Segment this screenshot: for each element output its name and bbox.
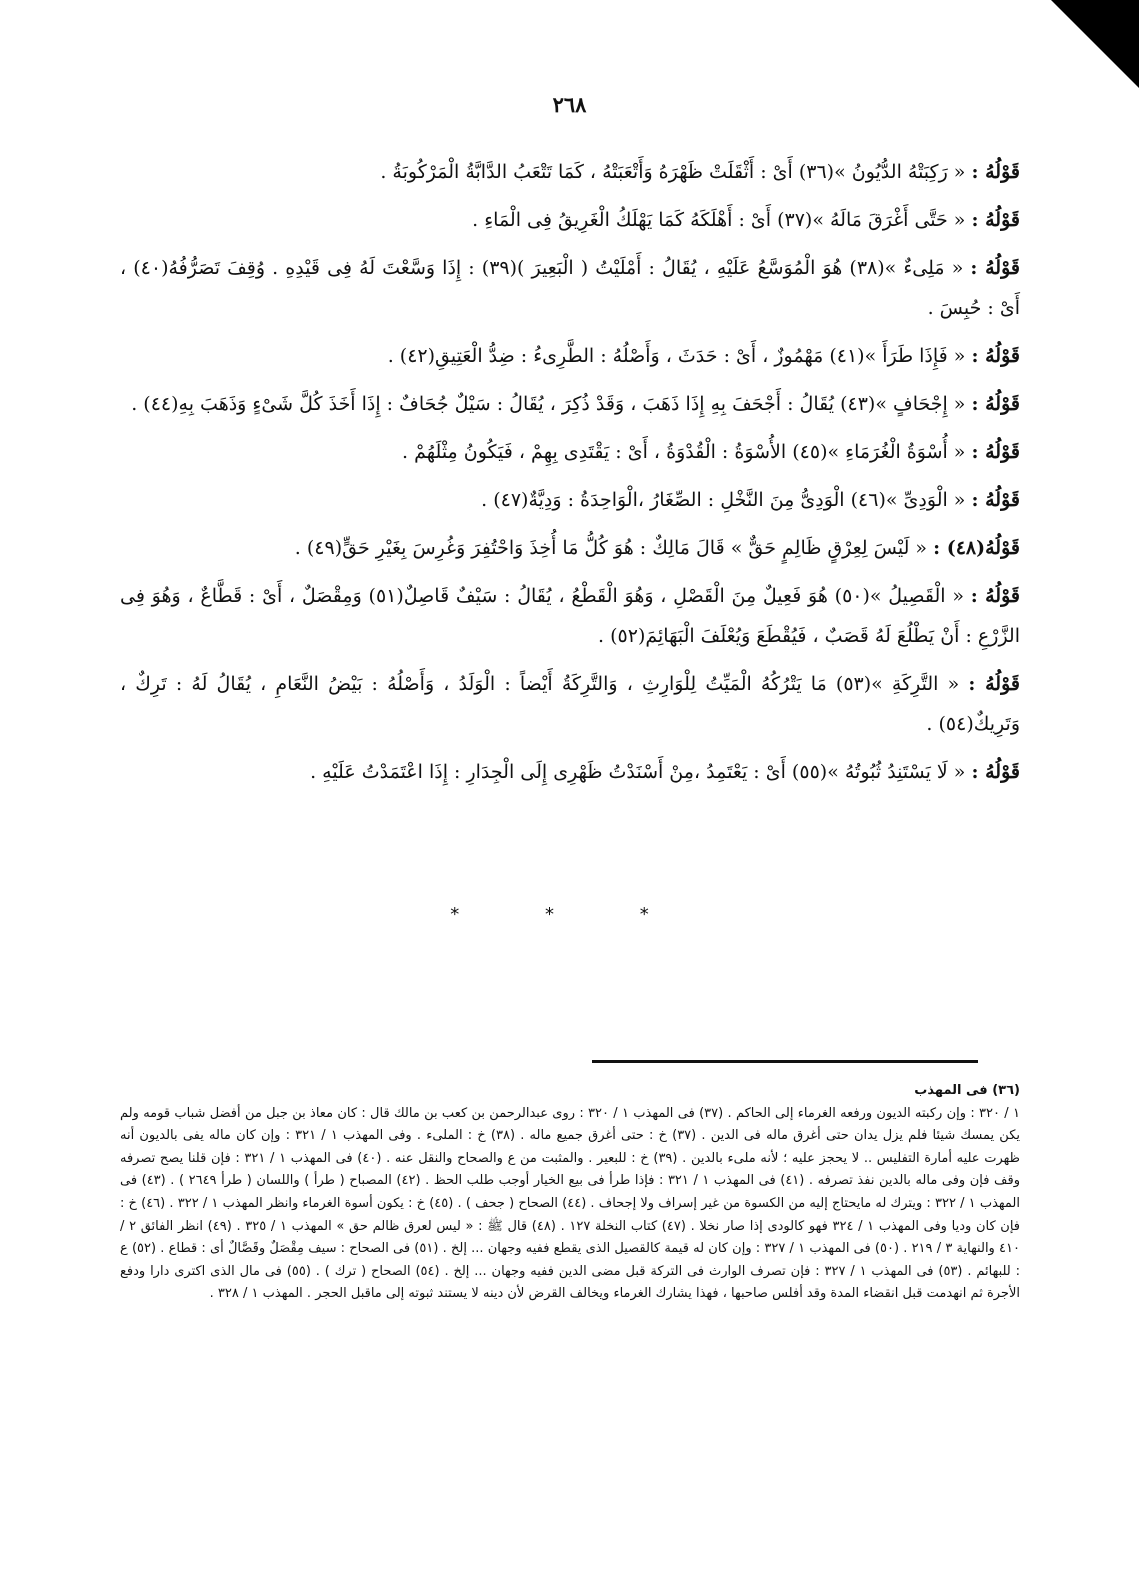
entry-paragraph bbox=[120, 576, 1020, 656]
entry-paragraph bbox=[120, 248, 1020, 328]
entry-text: « الْوَدِىِّ »(٤٦) الْوَدِىُّ مِنَ النَّخْلِ : الصِّغَارُ ،الْوَاحِدَةُ : وَدِيَّةٌ(٤٧) . bbox=[481, 489, 966, 511]
entry-keyword: قَوْلُهُ : bbox=[971, 345, 1020, 367]
entry-paragraph bbox=[120, 200, 1020, 240]
entry-text: « لَيْسَ لِعِرْقٍ ظَالِمٍ حَقٌّ » قَالَ مَالِكٌ : هُوَ كُلُّ مَا أُخِذَ وَاحْتُفِرَ وَغُرِسَ بِغَيْرِ حَقٍّ(٤٩) . bbox=[294, 537, 928, 559]
entry-text: « مَلِىءٌ »(٣٨) هُوَ الْمُوَسَّعُ عَلَيْهِ ، يُقَالُ : أَمْلَيْتُ ( الْبَعِيرَ )(٣٩) : إِذَا وَسَّعْتَ لَهُ فِى قَيْدِهِ . وُقِفَ تَصَرُّفُهُ(٤٠) ، أَىْ : حُبِسَ . bbox=[120, 257, 1020, 319]
entry-text: « الْقَصِيلُ »(٥٠) هُوَ فَعِيلٌ مِنَ الْقَصْلِ ، وَهُوَ الْقَطْعُ ، يُقَالُ : سَيْفٌ قَاصِلٌ(٥١) وَمِقْصَلٌ ، أَىْ : قَطَّاعٌ ، وَهُوَ فِى الزَّرْعِ : أَنْ يَطْلُعَ لَهُ قَصَبٌ ، فَيُقْطَعَ وَيُعْلَفَ الْبَهَائِمَ(٥٢) . bbox=[120, 585, 1020, 647]
entry-keyword: قَوْلُهُ : bbox=[970, 585, 1020, 607]
main-text bbox=[120, 152, 1020, 800]
entry-paragraph bbox=[120, 664, 1020, 744]
entry-paragraph bbox=[120, 480, 1020, 520]
entry-text: « لَا يَسْتَنِدُ ثُبُوتُهُ »(٥٥) أَىْ : يَعْتَمِدُ ،مِنْ أَسْنَدْتُ ظَهْرِى إِلَى الْجِدَارِ : إِذَا اعْتَمَدْتُ عَلَيْهِ . bbox=[310, 761, 966, 783]
entry-keyword: قَوْلُهُ : bbox=[971, 161, 1020, 183]
entry-paragraph bbox=[120, 152, 1020, 192]
entry-paragraph bbox=[120, 384, 1020, 424]
entry-text: « التَّرِكَةِ »(٥٣) مَا يَتْرُكُهُ الْمَيِّتُ لِلْوَارِثِ ، وَالتَّرِكَةُ أَيْضاً : الْوَلَدُ ، وَأَصْلُهُ : بَيْضُ النَّعَامِ ، يُقَالُ لَهُ : تَرِكٌ ، وَتَرِيكٌ(٥٤) . bbox=[120, 673, 1020, 735]
page-number: ٢٦٨ bbox=[552, 92, 587, 117]
entry-keyword: قَوْلُهُ : bbox=[971, 209, 1020, 231]
section-separator: * * * bbox=[450, 904, 689, 925]
entry-keyword: قَوْلُهُ(٤٨) : bbox=[933, 537, 1020, 559]
entry-text: « أُسْوَةُ الْغُرَمَاءِ »(٤٥) الأُسْوَةُ : الْقُدْوَةُ ، أَىْ : يَقْتَدِى بِهِمْ ، فَيَكُونُ مِثْلَهُمْ . bbox=[402, 441, 966, 463]
footnotes bbox=[120, 1080, 1020, 1306]
entry-keyword: قَوْلُهُ : bbox=[971, 441, 1020, 463]
entry-keyword: قَوْلُهُ : bbox=[971, 393, 1020, 415]
entry-text: « حَتَّى أَغْرَقَ مَالَهُ »(٣٧) أَىْ : أَهْلَكَهُ كَمَا يَهْلَكُ الْغَرِيقُ فِى الْمَاءِ . bbox=[472, 209, 966, 231]
footnote-heading: (٣٦) فى المهذب bbox=[914, 1083, 1020, 1098]
entry-paragraph bbox=[120, 336, 1020, 376]
entry-keyword: قَوْلُهُ : bbox=[971, 489, 1020, 511]
footnote-rule bbox=[592, 1060, 978, 1063]
entry-paragraph bbox=[120, 752, 1020, 792]
page-corner-fold bbox=[1051, 0, 1139, 88]
entry-paragraph bbox=[120, 528, 1020, 568]
entry-keyword: قَوْلُهُ : bbox=[971, 761, 1020, 783]
entry-text: « فَإِذَا طَرَأَ »(٤١) مَهْمُوزٌ ، أَىْ : حَدَثَ ، وَأَصْلُهُ : الطَّرِىءُ : ضِدُّ الْعَتِيقِ(٤٢) . bbox=[387, 345, 966, 367]
entry-text: « رَكِبَتْهُ الدُّيُونُ »(٣٦) أَىْ : أَثْقَلَتْ ظَهْرَهُ وَأَتْعَبَتْهُ ، كَمَا تَتْعَبُ الدَّابَّةُ الْمَرْكُوبَةُ . bbox=[380, 161, 966, 183]
entry-keyword: قَوْلُهُ : bbox=[970, 257, 1020, 279]
entry-text: « إِجْحَافٍ »(٤٣) يُقَالُ : أَجْحَفَ بِهِ إِذَا ذَهَبَ ، وَقَدْ ذُكِرَ ، يُقَالُ : سَيْلٌ جُحَافٌ : إِذَا أَخَذَ كُلَّ شَىْءٍ وَذَهَبَ بِهِ(٤٤) . bbox=[131, 393, 966, 415]
footnote-paragraph: ١ / ٣٢٠ : وإن ركبته الديون ورفعه الغرماء إلى الحاكم . (٣٧) فى المهذب ١ / ٣٢٠ : روى عبدالرحمن بن كعب بن مالك قال : كان معاذ بن جبل من أفضل شباب قومه ولم يكن يمسك شيئا فلم يزل يدان حتى أغرق ماله فى الدين . (٣٧) خ : حتى أغرق جميع ماله . (٣٨) خ : الملىء . وفى المهذب ١ / ٣٢١ : وإن كان ماله يفى بالديون أنه ظهرت عليه أمارة التفليس .. لا يحجز عليه ؛ لأنه ملىء بالدين . (٣٩) خ : للبعير . والمثبت من ع والصحاح والنقل عنه . (٤٠) فى المهذب ١ / ٣٢١ : فإن قلنا يصح تصرفه وقف فإن وفى ماله بالدين نفذ تصرفه . (٤١) فى المهذب ١ / ٣٢١ : فإذا طرأ فى بيع الخيار أوجب طلب الحظ . (٤٢) المصباح ( طرأ ) واللسان ( طرأ ٢٦٤٩ ) . (٤٣) فى المهذب ١ / ٣٢٢ : ويترك له مايحتاج إليه من الكسوة من غير إسراف ولا إجحاف . (٤٤) الصحاح ( جحف ) . (٤٥) خ : يكون أسوة الغرماء وانظر المهذب ١ / ٣٢٢ . (٤٦) خ : فإن كان وديا وفى المهذب ١ / ٣٢٤ فهو كالودى إذا صار نخلا . (٤٧) كتاب النخلة ١٢٧ . (٤٨) قال ﷺ : « ليس لعرق ظالم حق » المهذب ١ / ٣٢٥ . (٤٩) انظر الفائق ٢ / ٤١٠ والنهاية ٣ / ٢١٩ . (٥٠) فى المهذب ١ / ٣٢٧ : وإن كان له قيمة كالقصيل الذى يقطع ففيه وجهان ... إلخ . (٥١) فى الصحاح : سيف مِقْصَلٌ وقَصَّالٌ أى : قطاع . (٥٢) ع : للبهائم . (٥٣) فى المهذب ١ / ٣٢٧ : فإن تصرف الوارث فى التركة قبل مضى الدين ففيه وجهان ... إلخ . (٥٤) الصحاح ( ترك ) . (٥٥) فى مال الذى اكترى دارا ودفع الأجرة ثم انهدمت قبل انقضاء المدة وقد أفلس صاحبها ، فهذا يشارك الغرماء ويخالف القرض لأن دينه لا يستند ثبوته إلى ماقبل الحجر . المهذب ١ / ٣٢٨ . bbox=[120, 1105, 1021, 1302]
entry-keyword: قَوْلُهُ : bbox=[968, 673, 1020, 695]
entry-paragraph bbox=[120, 432, 1020, 472]
